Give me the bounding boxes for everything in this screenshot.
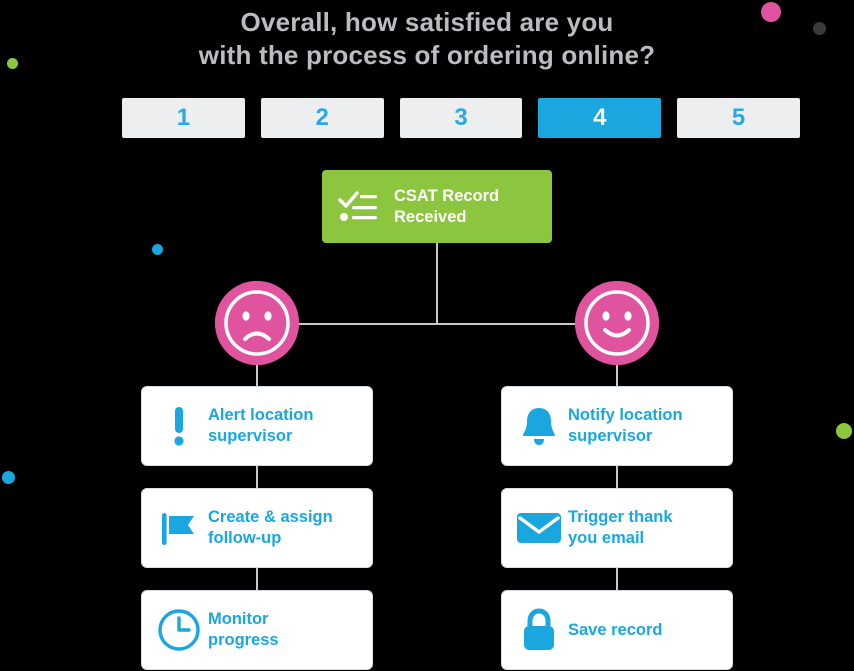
action-card-label-line-1: Save record bbox=[568, 620, 663, 639]
action-card-label bbox=[208, 507, 333, 548]
flag-icon bbox=[154, 507, 204, 549]
action-card-label bbox=[568, 405, 683, 446]
action-card-label bbox=[208, 609, 279, 650]
action-card-label bbox=[568, 507, 673, 548]
action-card-label-line-1: Trigger thank bbox=[568, 508, 673, 527]
page-title-line-2: with the process of ordering online? bbox=[198, 40, 656, 71]
trigger-node-label-line-2: Received bbox=[394, 207, 467, 226]
connector-left-step1-step2 bbox=[256, 466, 258, 488]
rating-option-5[interactable]: 5 bbox=[677, 98, 800, 138]
rating-option-3[interactable]: 3 bbox=[400, 98, 523, 138]
page-title bbox=[0, 6, 854, 73]
action-card-create-assign-follow-up[interactable] bbox=[141, 488, 373, 568]
rating-option-1[interactable]: 1 bbox=[122, 98, 245, 138]
decor-dot bbox=[2, 471, 15, 484]
action-card-label-line-1: Alert location bbox=[208, 406, 314, 425]
trigger-node-label bbox=[394, 186, 499, 227]
action-card-label-line-1: Notify location bbox=[568, 406, 683, 425]
action-card-trigger-thank-you-email[interactable] bbox=[501, 488, 733, 568]
rating-scale bbox=[122, 98, 800, 138]
action-card-alert-location-supervisor[interactable] bbox=[141, 386, 373, 466]
action-card-notify-location-supervisor[interactable] bbox=[501, 386, 733, 466]
action-card-label-line-2: you email bbox=[568, 529, 645, 547]
action-card-monitor-progress[interactable] bbox=[141, 590, 373, 670]
connector-left-branch-down bbox=[256, 365, 258, 387]
action-card-label-line-2: supervisor bbox=[208, 427, 293, 445]
connector-right-step2-step3 bbox=[616, 568, 618, 590]
action-card-label-line-2: supervisor bbox=[568, 427, 653, 445]
envelope-icon bbox=[514, 510, 564, 546]
action-card-label bbox=[568, 620, 662, 641]
decor-dot bbox=[152, 244, 163, 255]
exclamation-icon bbox=[154, 405, 204, 447]
connector-trigger-down bbox=[436, 243, 438, 324]
rating-option-4[interactable]: 4 bbox=[538, 98, 661, 138]
bell-icon bbox=[514, 404, 564, 448]
action-card-label-line-1: Monitor bbox=[208, 610, 269, 629]
page-title-line-1: Overall, how satisfied are you bbox=[240, 7, 614, 37]
connector-right-branch-down bbox=[616, 365, 618, 387]
checklist-icon bbox=[336, 190, 380, 224]
clock-icon bbox=[154, 607, 204, 653]
trigger-node-label-line-1: CSAT Record bbox=[394, 186, 500, 205]
action-card-label bbox=[208, 405, 313, 446]
branch-node-positive[interactable] bbox=[575, 281, 659, 365]
branch-node-negative[interactable] bbox=[215, 281, 299, 365]
connector-left-step2-step3 bbox=[256, 568, 258, 590]
trigger-node-csat-record[interactable] bbox=[322, 170, 552, 243]
happy-face-icon bbox=[575, 281, 659, 365]
action-card-label-line-2: progress bbox=[208, 631, 279, 649]
decor-dot bbox=[836, 423, 852, 439]
sad-face-icon bbox=[215, 281, 299, 365]
action-card-label-line-2: follow-up bbox=[208, 529, 282, 547]
connector-branch-horizontal bbox=[299, 323, 576, 325]
lock-icon bbox=[514, 607, 564, 653]
action-card-save-record[interactable] bbox=[501, 590, 733, 670]
action-card-label-line-1: Create & assign bbox=[208, 508, 333, 527]
connector-right-step1-step2 bbox=[616, 466, 618, 488]
rating-option-2[interactable]: 2 bbox=[261, 98, 384, 138]
